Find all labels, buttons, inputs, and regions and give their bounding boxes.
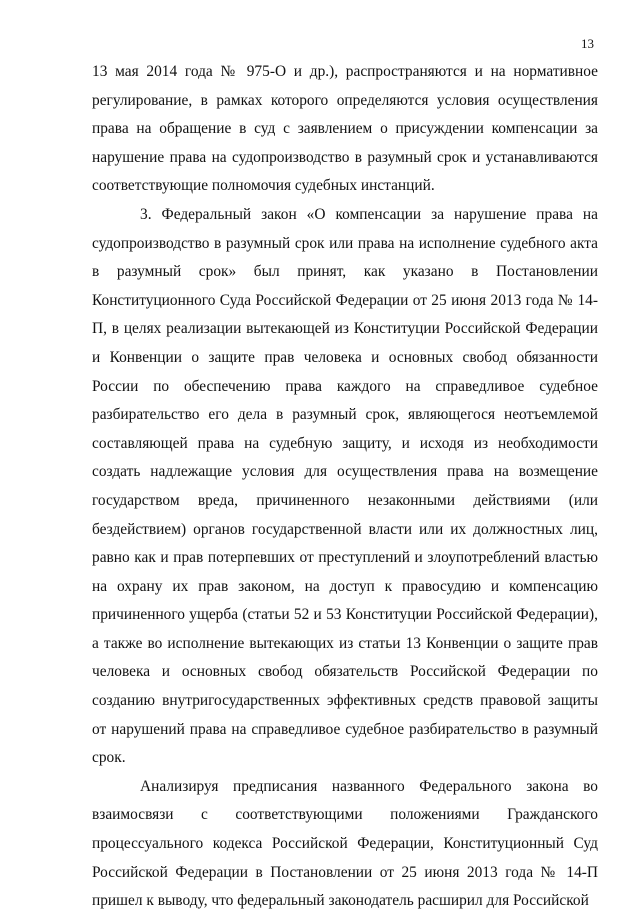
document-body [92, 58, 598, 916]
paragraph-continuation: 13 мая 2014 года № 975-О и др.), распространяются и на нормативное регулирование, в рамках которого определяются условия осуществления права на обращение в суд с заявлением о присуждении компенсации за нарушение права на судопроизводство в разумный срок и устанавливаются соответствующие полномочия судебных инстанций. [92, 63, 598, 195]
paragraph-item-3: 3. Федеральный закон «О компенсации за нарушение права на судопроизводство в разумный срок или права на исполнение судебного акта в разумный срок» был принят, как указано в Постановлении Конституционного Суда Российской Федерации от 25 июня 2013 года № 14-П, в целях реализации вытекающей из Конституции Российской Федерации и Конвенции о защите прав человека и основных свобод обязанности России по обеспечению права каждого на справедливое судебное разбирательство его дела в разумный срок, являющегося неотъемлемой составляющей права на судебную защиту, и исходя из необходимости создать надлежащие условия для осуществления права на возмещение государством вреда, причиненного незаконными действиями (или бездействием) органов государственной власти или их должностных лиц, равно как и прав потерпевших от преступлений и злоупотреблений властью на охрану их прав законом, на доступ к правосудию и компенсацию причиненного ущерба (статьи 52 и 53 Конституции Российской Федерации), а также во исполнение вытекающих из статьи 13 Конвенции о защите прав человека и основных свобод обязательств Российской Федерации по созданию внутригосударственных эффективных средств правовой защиты от нарушений права на справедливое судебное разбирательство в разумный срок. [92, 205, 598, 767]
paragraph-analysis: Анализируя предписания названного Федерального закона во взаимосвязи с соответствующими положениями Гражданского процессуального кодекса Российской Федерации, Конституционный Суд Российской Федерации в Постановлении от 25 июня 2013 года № 14-П пришел к выводу, что федеральный законодатель расширил для Российской [92, 777, 598, 910]
page-number: 13 [581, 36, 594, 51]
